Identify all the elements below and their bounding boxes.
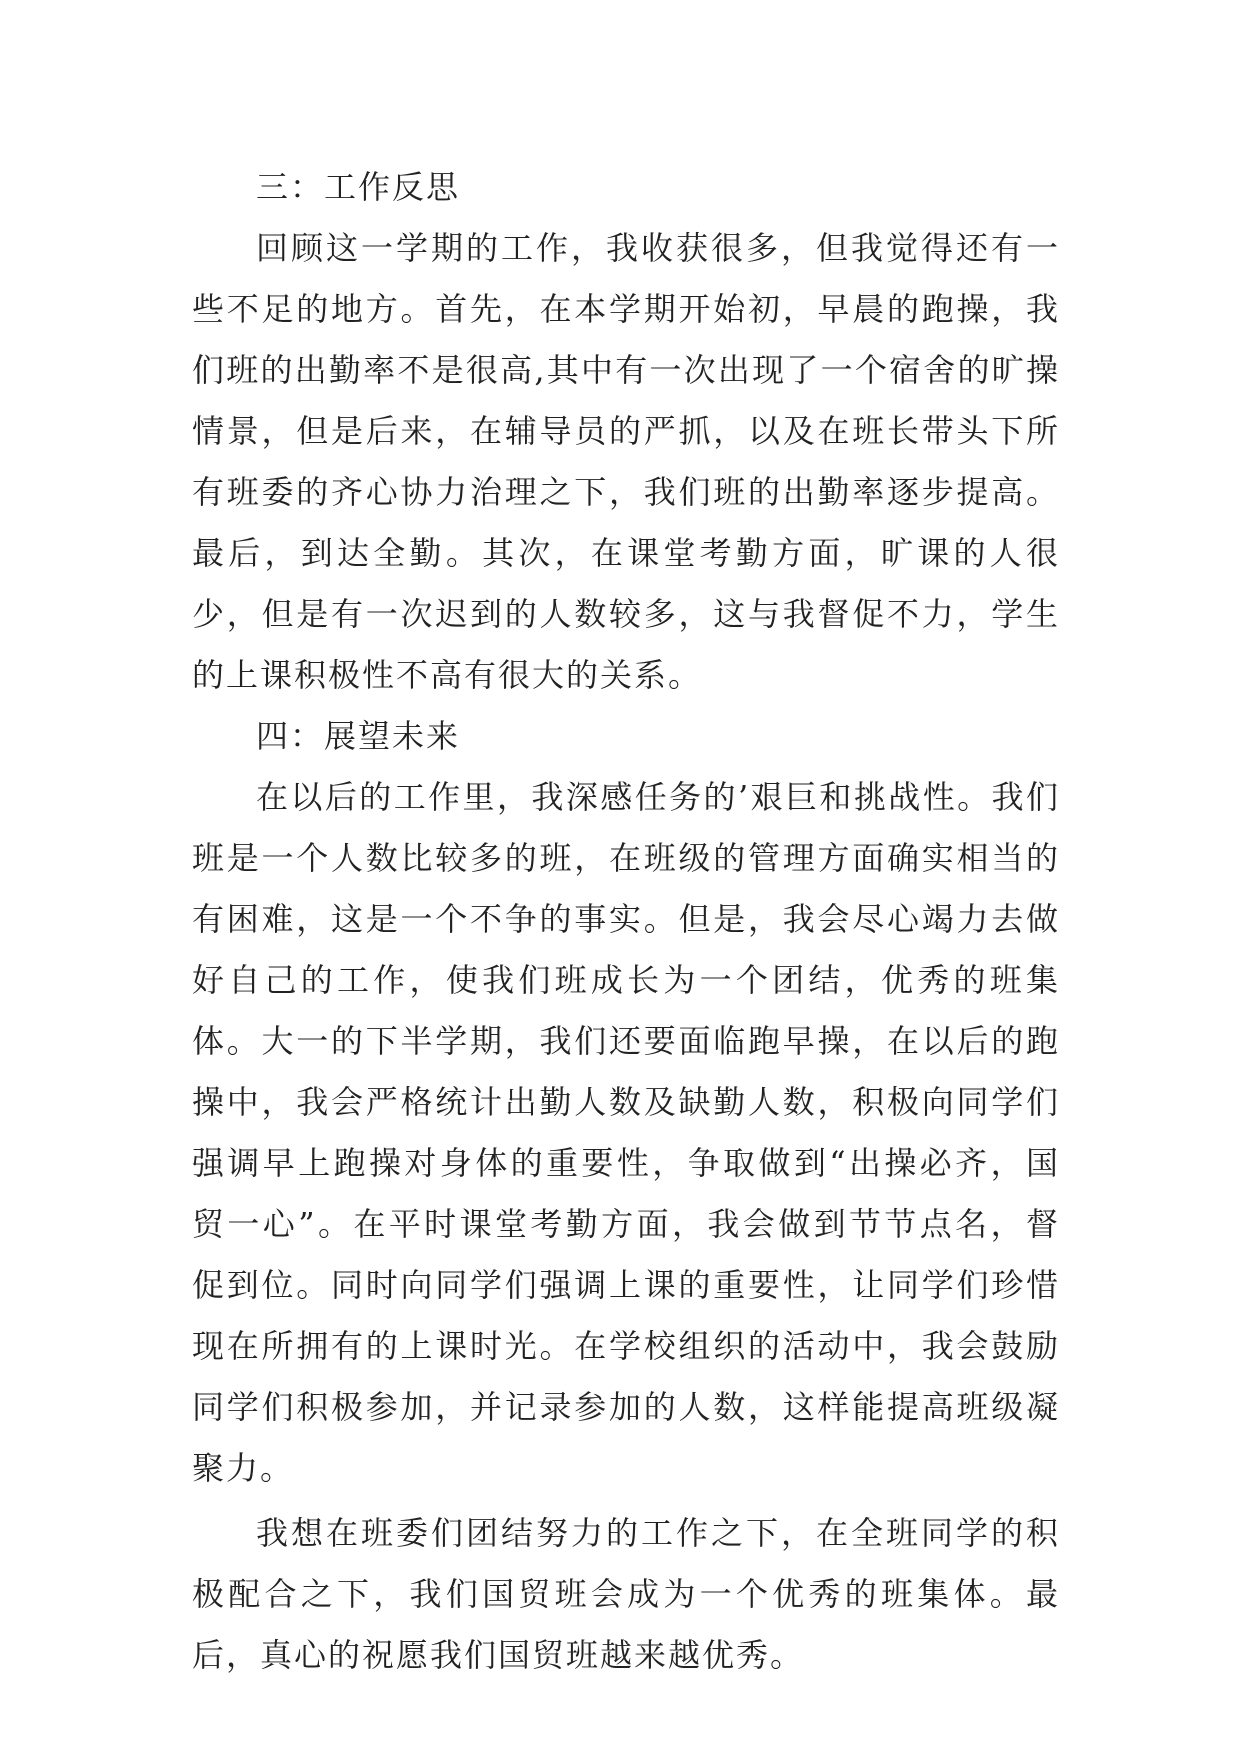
section-heading-reflection: 三：工作反思 (256, 168, 461, 206)
paragraph-reflection: 回顾这一学期的工作，我收获很多，但我觉得还有一些不足的地方。首先，在本学期开始初，早晨的跑操，我们班的出勤率不是很高,其中有一次出现了一个宿舍的旷操情景，但是后来，在辅导员的严抓，以及在班长带头下所有班委的齐心协力治理之下，我们班的出勤率逐步提高。最后，到达全勤。其次，在课堂考勤方面，旷课的人很少，但是有一次迟到的人数较多，这与我督促不力，学生的上课积极性不高有很大的关系。 (192, 229, 1060, 694)
document-body (192, 157, 1060, 1686)
paragraph-outlook: 在以后的工作里，我深感任务的’艰巨和挑战性。我们班是一个人数比较多的班，在班级的管理方面确实相当的有困难，这是一个不争的事实。但是，我会尽心竭力去做好自己的工作，使我们班成长为一个团结，优秀的班集体。大一的下半学期，我们还要面临跑早操，在以后的跑操中，我会严格统计出勤人数及缺勤人数，积极向同学们强调早上跑操对身体的重要性，争取做到“出操必齐，国贸一心”。在平时课堂考勤方面，我会做到节节点名，督促到位。同时向同学们强调上课的重要性，让同学们珍惜现在所拥有的上课时光。在学校组织的活动中，我会鼓励同学们积极参加，并记录参加的人数，这样能提高班级凝聚力。 (192, 778, 1060, 1487)
section-heading-outlook: 四：展望未来 (256, 717, 461, 755)
paragraph-closing: 我想在班委们团结努力的工作之下，在全班同学的积极配合之下，我们国贸班会成为一个优秀的班集体。最后，真心的祝愿我们国贸班越来越优秀。 (192, 1514, 1060, 1674)
